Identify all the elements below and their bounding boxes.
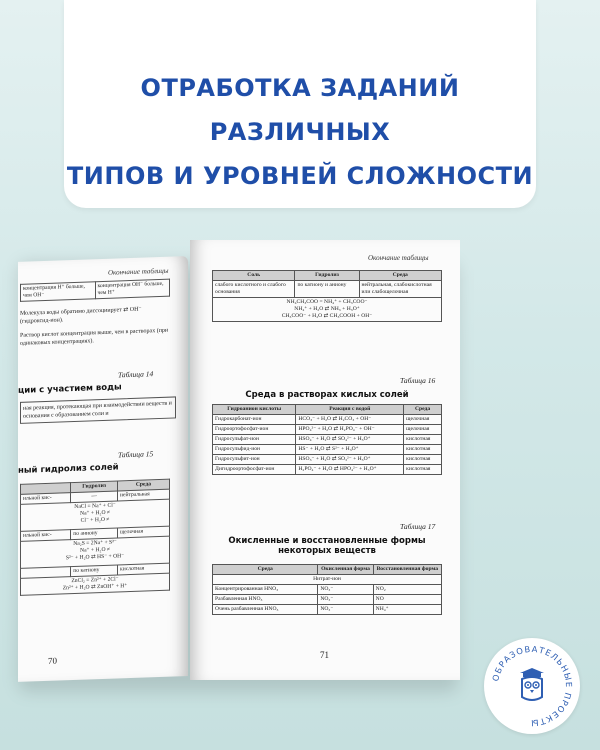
table-cell: по катиону [71,565,118,577]
table-row [213,415,442,425]
owl-icon [520,668,544,700]
table-row [213,435,442,445]
section-title-line: некоторых веществ [278,546,376,556]
formula: Cl⁻ + H₂O ≠ [80,516,110,524]
table-cell: Гидросульфит-ион [213,455,296,465]
table-cell: HCO₃⁻ + H₂O ⇄ H₂CO₃ + OH⁻ [296,415,404,425]
table-header: Среда [213,565,318,575]
formula: Na⁺ + H₂O ≠ [80,509,110,517]
formula: Na⁺ + H₂O ≠ [80,546,110,554]
table-cell: нейтральная [117,489,169,501]
table-cell: нейтральная, слабокислотная или слабощелочная [359,281,441,298]
definition-box: ная реакция, протекающая при взаимодействии веществ и основания с образованием соли и [20,396,176,423]
table-row [213,605,442,615]
table-cell: по катиону и аниону [295,281,359,298]
table-header: Реакция с водой [296,405,404,415]
note-text: Молекула воды обратимо диссоциирует ⇄ OH⁻ (гидроксид-ион). [20,306,142,325]
book-page-right [190,240,460,680]
table-header: Гидролиз [71,481,118,493]
table-row [213,425,442,435]
table-cell: H₂PO₄⁻ + H₂O ⇄ HPO₄²⁻ + H₃O⁺ [296,465,404,475]
table-cell: ильной кис- [21,530,71,542]
table-row [213,281,442,298]
table-row [213,595,442,605]
formula: Zn²⁺ + H₂O ⇄ ZnOH⁺ + H⁺ [62,583,128,592]
table-header: Среда [359,271,441,281]
formula: NH₄CH₃COO = NH₄⁺ + CH₃COO⁻ [286,299,368,305]
headline [64,66,536,198]
headline-line-1: ОТРАБОТКА ЗАДАНИЙ РАЗЛИЧНЫХ [140,74,460,146]
formula: CH₃COO⁻ + H₂O ⇄ CH₃COOH + OH⁻ [281,313,373,319]
table-header-row [213,565,442,575]
table-cell: Концентрированная HNO₃ [213,585,318,595]
table-cell: концентрация H⁺ больше, чем OH⁻ [21,282,96,302]
table-header-row [213,405,442,415]
table-cell: щелочная [117,526,169,538]
table-cell: щелочная [404,415,442,425]
section-title [212,536,442,556]
formula: S²⁻ + H₂O ⇄ HS⁻ + OH⁻ [65,553,125,562]
table-header: Восстановленная форма [373,565,441,575]
table-subheader: Нитрат-ион [213,575,442,585]
table-cell: Очень разбавленная HNO₃ [213,605,318,615]
book-page-left [18,256,188,682]
formula-cell [213,298,442,322]
table-cell: — [71,491,118,503]
table-cell: HSO₄⁻ + H₂O ⇄ SO₄²⁻ + H₃O⁺ [296,435,404,445]
continuation-label: Окончание таблицы [108,266,169,277]
table-header: Среда [117,479,169,491]
table-header: Среда [404,405,442,415]
note-text: Раствор кислот концентрация выше, чем в растворах (при одинаковых концентрациях). [20,327,169,347]
table-cell: по аниону [71,528,118,540]
table-cell: NO₃⁻ [318,585,373,595]
page-number: 70 [48,655,57,666]
table-row [213,445,442,455]
table-cell: Гидроортофосфат-ион [213,425,296,435]
table-cell: Гидросульфат-ион [213,435,296,445]
table-cell: кислотная [117,563,169,575]
table-cell: HSO₃⁻ + H₂O ⇄ SO₃²⁻ + H₃O⁺ [296,455,404,465]
table-row [21,279,170,301]
table-row [213,575,442,585]
publisher-logo [484,638,580,734]
table-header-row [213,271,442,281]
table-cell: щелочная [404,425,442,435]
hydrolysis-table [20,479,170,596]
table-cell: NH₄⁺ [373,605,441,615]
acid-salts-table [212,404,442,475]
formula: NH₄⁺ + H₂O ⇄ NH₃ + H₃O⁺ [294,306,360,312]
section-title-line: Окисленные и восстановленные формы [228,536,426,546]
table-cell: NO₃⁻ [318,605,373,615]
table-header: Гидроанион кислоты [213,405,296,415]
table-cell: Гидрокарбонат-ион [213,415,296,425]
logo-text-path: ОБРАЗОВАТЕЛЬНЫЕ ПРОЕКТЫ [490,643,575,729]
table-header: Гидролиз [295,271,359,281]
table-row [213,455,442,465]
table-cell: HPO₄²⁻ + H₂O ⇄ H₂PO₄⁻ + OH⁻ [296,425,404,435]
formula: Na₂S = 2Na⁺ + S²⁻ [73,539,117,548]
table-cell: кислотная [404,465,442,475]
table-cell: NO [373,595,441,605]
table-cell: NO₃⁻ [318,595,373,605]
table-cell: кислотная [404,455,442,465]
table-label: Таблица 16 [400,376,436,385]
table-cell: HS⁻ + H₂O ⇄ S²⁻ + H₃O⁺ [296,445,404,455]
table-label: Таблица 14 [118,369,154,380]
table-row [213,585,442,595]
continuation-label: Окончание таблицы [368,254,429,262]
page-number: 71 [320,650,329,660]
table-cell: Дигидроортофосфат-ион [213,465,296,475]
headline-line-2: ТИПОВ И УРОВНЕЙ СЛОЖНОСТИ [66,162,534,190]
salt-table [212,270,442,322]
table-cell: концентрация OH⁻ больше, чем H⁺ [95,279,170,299]
logo-text [490,644,574,728]
formula: ZnCl₂ = Zn²⁺ + 2Cl⁻ [71,576,119,585]
table-cell: кислотная [404,445,442,455]
section-title: Среда в растворах кислых солей [245,390,409,400]
table-header: Окисленная форма [318,565,373,575]
table-label: Таблица 15 [118,449,154,460]
section-title: ный гидролиз солей [18,462,119,476]
table-cell: ильной кис- [21,493,71,505]
table-header: Соль [213,271,295,281]
table-cell: Разбавленная HNO₃ [213,595,318,605]
section-title: ции с участием воды [18,382,122,396]
table-label: Таблица 17 [400,522,436,531]
owl-logo-icon [484,638,580,734]
table-cell: Гидросульфид-ион [213,445,296,455]
redox-forms-table [212,564,442,615]
table-cell: кислотная [404,435,442,445]
table-cell: NO₂ [373,585,441,595]
left-top-table [20,279,170,302]
formula: NaCl = Na⁺ + Cl⁻ [74,502,116,510]
table-cell: слабого кислотного и слабого основания [213,281,295,298]
table-row [213,465,442,475]
table-row [213,298,442,322]
